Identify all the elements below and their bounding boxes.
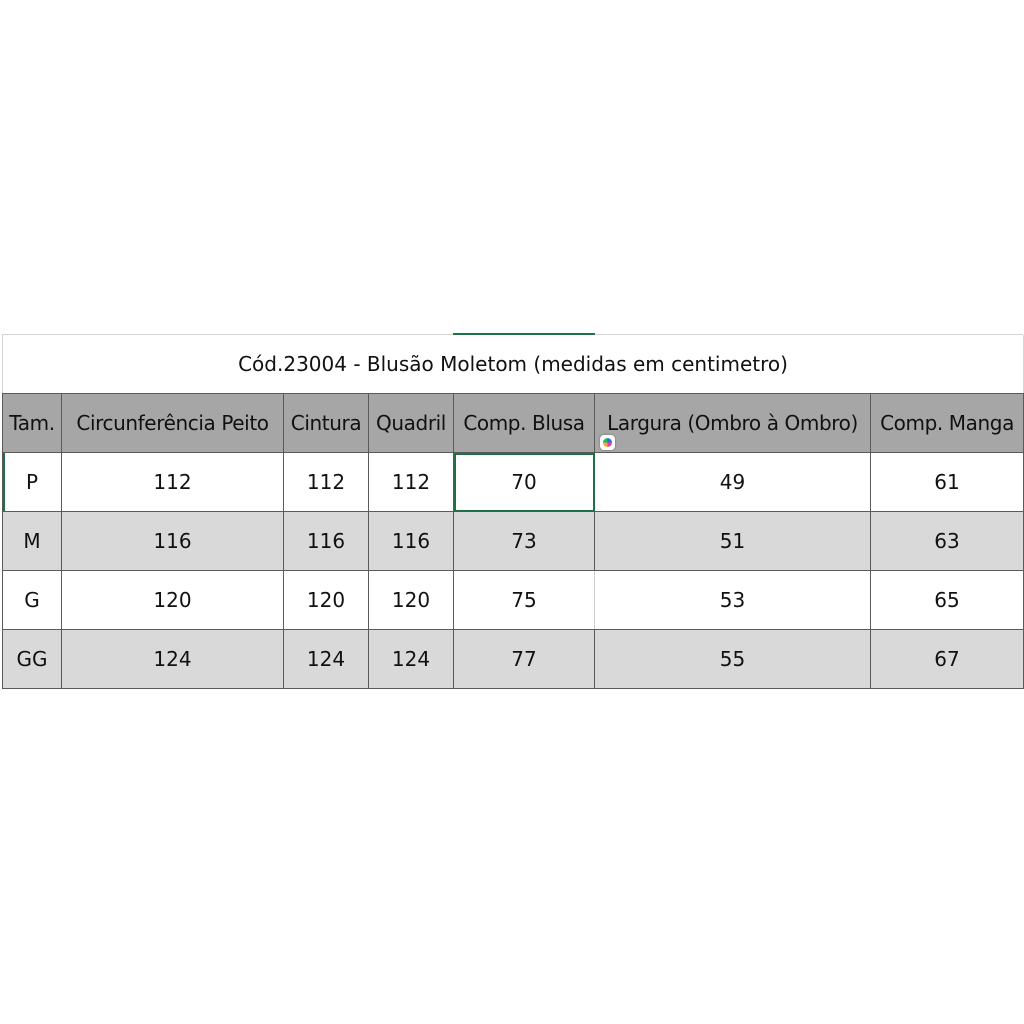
table-row	[3, 630, 1024, 689]
cell-hip[interactable]: 112	[369, 453, 454, 512]
table-row	[3, 512, 1024, 571]
selected-cell[interactable]: 70	[454, 453, 595, 512]
cell-shoulder-width[interactable]: 49	[595, 453, 871, 512]
header-row	[3, 394, 1024, 453]
cell-waist[interactable]: 120	[284, 571, 369, 630]
size-chart-table	[2, 335, 1024, 689]
cell-shoulder-width[interactable]: 53	[595, 571, 871, 630]
spreadsheet-grid[interactable]	[2, 335, 1023, 690]
cell-chest[interactable]: 124	[62, 630, 284, 689]
cell-size[interactable]: GG	[3, 630, 62, 689]
cell-body-length[interactable]: 77	[454, 630, 595, 689]
cell-sleeve-length[interactable]: 65	[871, 571, 1024, 630]
header-hip[interactable]: Quadril	[369, 394, 454, 453]
cell-size[interactable]: G	[3, 571, 62, 630]
header-shoulder-width[interactable]: Largura (Ombro à Ombro)	[595, 394, 871, 453]
cell-size[interactable]: P	[3, 453, 62, 512]
cell-body-length[interactable]: 75	[454, 571, 595, 630]
cell-sleeve-length[interactable]: 67	[871, 630, 1024, 689]
cell-size[interactable]: M	[3, 512, 62, 571]
cell-hip[interactable]: 116	[369, 512, 454, 571]
table-row	[3, 453, 1024, 512]
header-waist[interactable]: Cintura	[284, 394, 369, 453]
cell-sleeve-length[interactable]: 63	[871, 512, 1024, 571]
cell-waist[interactable]: 116	[284, 512, 369, 571]
header-size[interactable]: Tam.	[3, 394, 62, 453]
cell-shoulder-width[interactable]: 55	[595, 630, 871, 689]
cell-hip[interactable]: 124	[369, 630, 454, 689]
table-row	[3, 571, 1024, 630]
header-body-length[interactable]: Comp. Blusa	[454, 394, 595, 453]
cell-waist[interactable]: 124	[284, 630, 369, 689]
cell-sleeve-length[interactable]: 61	[871, 453, 1024, 512]
table-title[interactable]: Cód.23004 - Blusão Moletom (medidas em centimetro)	[3, 335, 1024, 394]
cell-shoulder-width[interactable]: 51	[595, 512, 871, 571]
cell-chest[interactable]: 116	[62, 512, 284, 571]
cell-hip[interactable]: 120	[369, 571, 454, 630]
cell-chest[interactable]: 120	[62, 571, 284, 630]
cell-chest[interactable]: 112	[62, 453, 284, 512]
cell-waist[interactable]: 112	[284, 453, 369, 512]
header-sleeve-length[interactable]: Comp. Manga	[871, 394, 1024, 453]
copilot-icon[interactable]	[600, 435, 615, 450]
header-chest[interactable]: Circunferência Peito	[62, 394, 284, 453]
cell-body-length[interactable]: 73	[454, 512, 595, 571]
